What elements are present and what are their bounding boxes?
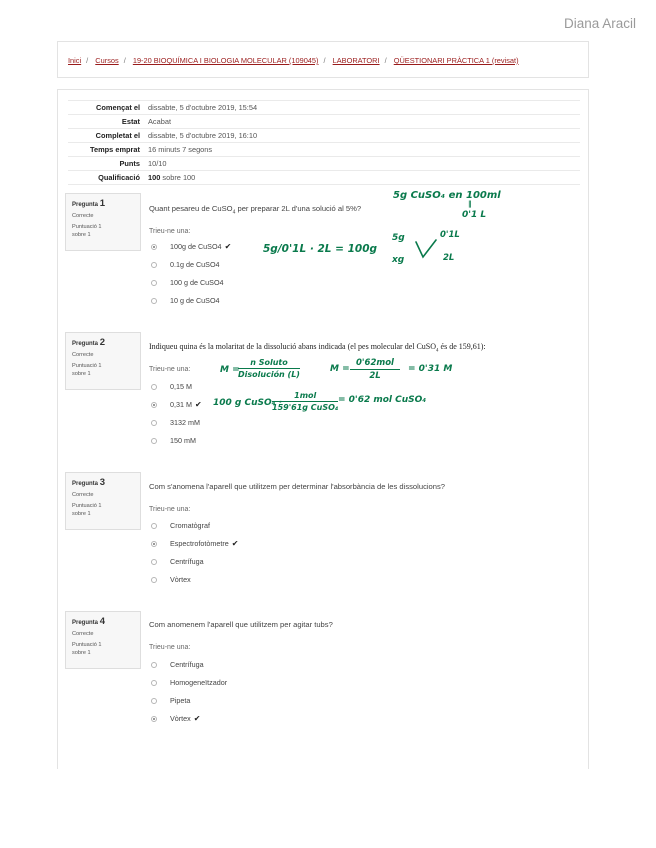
breadcrumb-section-link[interactable]: LABORATORI xyxy=(332,56,380,65)
breadcrumb-separator: / xyxy=(323,56,326,65)
choose-prompt: Trieu-ne una: xyxy=(149,228,191,235)
breadcrumb xyxy=(68,56,519,65)
handwritten-note: 2L xyxy=(443,253,455,263)
breadcrumb-bar xyxy=(57,41,589,78)
handwritten-note: xg xyxy=(392,255,405,265)
question-1-text: Quant pesareu de CuSO$_4$ per preparar 2L d'una solució al 5%? xyxy=(149,204,362,216)
handwritten-fraction: n Soluto Disolución (L) xyxy=(238,358,300,379)
check-icon: ✔ xyxy=(231,539,239,548)
answer-option[interactable]: 0.1g de CuSO4 xyxy=(151,260,220,269)
question-score: Puntuació 1 xyxy=(72,363,102,370)
handwritten-fraction: 0'62mol 2L xyxy=(350,358,400,381)
question-2-info xyxy=(65,332,141,390)
question-score-total: sobre 1 xyxy=(72,510,91,517)
summary-value: dissabte, 5 d'octubre 2019, 15:54 xyxy=(148,103,258,112)
handwritten-fraction: 1mol 159'61g CuSO₄ xyxy=(272,391,339,412)
handwritten-note: M = xyxy=(220,365,240,375)
question-4-text: Com anomenem l'aparell que utilitzem per agitar tubs? xyxy=(149,620,333,629)
handwritten-note: 100 g CuSO₄ · xyxy=(213,398,283,408)
radio-icon[interactable] xyxy=(151,438,157,444)
answer-option[interactable]: 10 g de CuSO4 xyxy=(151,296,220,305)
question-score: Puntuació 1 xyxy=(72,642,102,649)
radio-icon[interactable] xyxy=(151,420,157,426)
answer-option[interactable]: Vòrtex xyxy=(151,575,191,584)
answer-option[interactable]: Espectrofotòmetre ✔ xyxy=(151,539,238,548)
handwritten-calculation: 5g/0'1L · 2L = 100g xyxy=(263,243,378,255)
author-name: Diana Aracil xyxy=(563,16,636,31)
question-label: Pregunta xyxy=(72,341,99,347)
radio-icon[interactable] xyxy=(151,716,157,722)
question-2-text: Indiqueu quina és la molaritat de la dissolució abans indicada (el pes molecular del CuSO$_4$ és de 159,61): xyxy=(149,342,486,354)
summary-label: Punts xyxy=(119,159,140,168)
question-status: Correcte xyxy=(72,630,94,637)
handwritten-note: 0'1 L xyxy=(462,210,487,220)
choose-prompt: Trieu-ne una: xyxy=(149,644,191,651)
answer-option[interactable]: 100g de CuSO4 ✔ xyxy=(151,242,231,251)
question-score-total: sobre 1 xyxy=(72,649,91,656)
question-1-info xyxy=(65,193,141,251)
summary-row-grade xyxy=(68,170,580,185)
handwritten-note: 5g xyxy=(392,233,405,243)
radio-icon[interactable] xyxy=(151,680,157,686)
answer-option[interactable]: Cromatògraf xyxy=(151,521,210,530)
question-label: Pregunta xyxy=(72,620,99,626)
summary-row-state xyxy=(68,114,580,128)
answer-option[interactable]: 3132 mM xyxy=(151,418,200,427)
radio-icon[interactable] xyxy=(151,402,157,408)
summary-label: Temps emprat xyxy=(90,145,140,154)
radio-icon[interactable] xyxy=(151,698,157,704)
radio-icon[interactable] xyxy=(151,298,157,304)
radio-icon[interactable] xyxy=(151,559,157,565)
handwritten-note: ‖ xyxy=(468,200,472,208)
answer-option[interactable]: 0,31 M ✔ xyxy=(151,400,202,409)
breadcrumb-separator: / xyxy=(86,56,89,65)
summary-row-completed xyxy=(68,128,580,142)
radio-icon[interactable] xyxy=(151,662,157,668)
handwritten-note: = 0'62 mol CuSO₄ xyxy=(338,395,427,405)
question-score-total: sobre 1 xyxy=(72,231,91,238)
attempt-summary-table xyxy=(68,100,580,185)
answer-option[interactable]: 150 mM xyxy=(151,436,196,445)
answer-option[interactable]: Centrífuga xyxy=(151,660,204,669)
radio-icon[interactable] xyxy=(151,384,157,390)
check-icon: ✔ xyxy=(224,242,232,251)
summary-label: Qualificació xyxy=(98,173,140,182)
handwritten-note: 0'1L xyxy=(440,230,460,240)
summary-value: 16 minuts 7 segons xyxy=(148,145,213,154)
question-label: Pregunta xyxy=(72,202,99,208)
summary-value: dissabte, 5 d'octubre 2019, 16:10 xyxy=(148,131,258,140)
answer-option[interactable]: Centrífuga xyxy=(151,557,204,566)
breadcrumb-quiz-link[interactable]: QÜESTIONARI PRÀCTICA 1 (revisat) xyxy=(393,56,519,65)
choose-prompt: Trieu-ne una: xyxy=(149,366,191,373)
summary-label: Estat xyxy=(121,117,140,126)
radio-icon[interactable] xyxy=(151,541,157,547)
radio-icon[interactable] xyxy=(151,280,157,286)
question-number: Pregunta 1 xyxy=(72,198,105,209)
summary-value xyxy=(148,173,195,182)
grade-value: 100 xyxy=(148,173,161,182)
breadcrumb-home-link[interactable]: Inici xyxy=(68,56,82,65)
breadcrumb-courses-link[interactable]: Cursos xyxy=(95,56,119,65)
question-status: Correcte xyxy=(72,351,94,358)
handwritten-note: 5g CuSO₄ en 100ml xyxy=(393,190,501,201)
question-score: Puntuació 1 xyxy=(72,224,102,231)
answer-option[interactable]: Pipeta xyxy=(151,696,190,705)
question-3-info xyxy=(65,472,141,530)
summary-row-time xyxy=(68,142,580,156)
handwritten-note: M = xyxy=(330,364,350,374)
summary-label: Començat el xyxy=(96,103,140,112)
summary-value: Acabat xyxy=(148,117,172,126)
radio-icon[interactable] xyxy=(151,244,157,250)
question-number: Pregunta 2 xyxy=(72,337,105,348)
answer-option[interactable]: Homogeneïtzador xyxy=(151,678,227,687)
answer-option[interactable]: 0,15 M xyxy=(151,382,192,391)
radio-icon[interactable] xyxy=(151,523,157,529)
handwritten-proportion-mark xyxy=(414,238,438,260)
grade-suffix: sobre 100 xyxy=(160,173,196,182)
radio-icon[interactable] xyxy=(151,577,157,583)
answer-option[interactable]: 100 g de CuSO4 xyxy=(151,278,224,287)
question-3-text: Com s'anomena l'aparell que utilitzem per determinar l'absorbància de les dissolucions? xyxy=(149,482,446,491)
question-4-info xyxy=(65,611,141,669)
check-icon: ✔ xyxy=(194,400,202,409)
question-score: Puntuació 1 xyxy=(72,503,102,510)
breadcrumb-separator: / xyxy=(123,56,126,65)
question-status: Correcte xyxy=(72,491,94,498)
question-label: Pregunta xyxy=(72,481,99,487)
summary-row-points xyxy=(68,156,580,170)
question-number: Pregunta 3 xyxy=(72,477,105,488)
handwritten-note: = 0'31 M xyxy=(408,364,453,374)
check-icon: ✔ xyxy=(193,714,201,723)
breadcrumb-separator: / xyxy=(384,56,387,65)
question-status: Correcte xyxy=(72,212,94,219)
question-score-total: sobre 1 xyxy=(72,370,91,377)
choose-prompt: Trieu-ne una: xyxy=(149,506,191,513)
answer-option[interactable]: Vòrtex ✔ xyxy=(151,714,200,723)
summary-value: 10/10 xyxy=(148,159,167,168)
breadcrumb-course-link[interactable]: 19-20 BIOQUÍMICA I BIOLOGIA MOLECULAR (109045) xyxy=(132,56,319,65)
summary-label: Completat el xyxy=(95,131,140,140)
question-number: Pregunta 4 xyxy=(72,616,105,627)
radio-icon[interactable] xyxy=(151,262,157,268)
summary-row-started xyxy=(68,100,580,114)
